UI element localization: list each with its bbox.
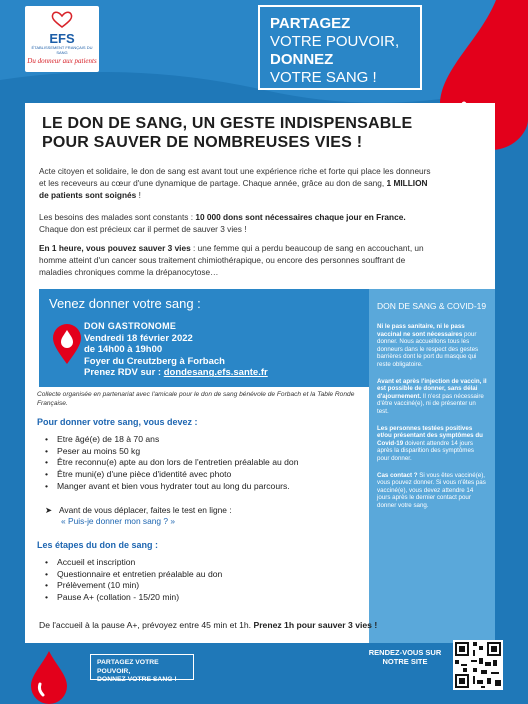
arrow-right-icon: ➤	[45, 505, 53, 515]
conditions-heading: Pour donner votre sang, vous devez :	[37, 417, 198, 427]
logo-script: Du donneur aux patients	[27, 57, 97, 65]
covid-paragraph-2	[377, 378, 488, 416]
list-item: • Prélèvement (10 min)	[45, 580, 222, 592]
intro-p2-end: Chaque don est précieux car il permet de sauver 3 vies !	[39, 224, 247, 235]
steps-list	[45, 557, 222, 604]
intro-paragraph-3	[39, 242, 431, 279]
tagline-box	[258, 5, 422, 90]
list-item: • Manger avant et bien vous hydrater tout au long du parcours.	[45, 481, 298, 493]
covid-p1-bold: Ni le pass sanitaire, ni le pass vaccinal ne sont nécessaires	[377, 323, 465, 338]
qr-code-icon[interactable]	[453, 640, 503, 690]
travel-text: Avant de vous déplacer, faites le test en ligne :	[59, 505, 232, 515]
event-details	[84, 321, 268, 379]
bottom-tagline	[90, 654, 194, 683]
intro-p3-bold: En 1 heure, vous pouvez sauver 3 vies	[39, 243, 191, 253]
covid-heading: DON DE SANG & COVID-19	[377, 301, 487, 311]
steps-heading: Les étapes du don de sang :	[37, 540, 159, 550]
collect-note: Collecte organisée en partenariat avec l'amicale pour le don de sang bénévole de Forbach et la Table Ronde Française.	[37, 391, 355, 407]
intro-p3-text: : une femme qui a perdu beaucoup de sang en accouchant, un homme atteint d'un cancer sous traitement chimiothérapique, ou encore des personnes souffrant de maladies chroniques comme la drépanocytose…	[39, 243, 424, 278]
covid-p2-bold: Avant et après l'injection de vaccin, il est possible de donner, sans délai d'ajournement.	[377, 377, 487, 400]
bottom-tagline-2: DONNEZ VOTRE SANG !	[97, 676, 177, 683]
tagline-line-2: VOTRE POUVOIR,	[270, 33, 400, 50]
covid-paragraph-3	[377, 425, 488, 463]
blood-drop-small-icon	[30, 651, 68, 704]
intro-p2-text: Les besoins des malades sont constants :	[39, 212, 196, 222]
event-block	[39, 289, 369, 387]
duration-text: De l'accueil à la pause A+, prévoyez entre 45 min et 1h.	[39, 620, 254, 630]
list-item: • Questionnaire et entretien préalable au don	[45, 569, 222, 581]
rdv-link[interactable]: dondesang.efs.sante.fr	[163, 367, 268, 379]
event-rdv-label: Prenez RDV sur :	[84, 367, 164, 379]
efs-logo[interactable]	[25, 6, 99, 72]
covid-paragraph-4	[377, 472, 488, 510]
eligibility-test-link[interactable]: « Puis-je donner mon sang ? »	[61, 516, 176, 526]
event-heading: Venez donner votre sang :	[49, 296, 201, 311]
tagline-line-1: PARTAGEZ	[270, 15, 351, 32]
travel-note	[45, 505, 232, 527]
covid-p2-text: Il n'est pas nécessaire d'être vacciné(e), ni de présenter un test.	[377, 392, 484, 415]
efs-heart-icon	[49, 10, 75, 28]
event-place: Foyer du Creutzberg à Forbach	[84, 355, 225, 367]
intro-paragraph-1	[39, 165, 431, 202]
list-item: • Accueil et inscription	[45, 557, 222, 569]
intro-paragraph-2	[39, 211, 431, 235]
intro-p1-end: !	[136, 190, 141, 201]
intro-p1-text: Acte citoyen et solidaire, le don de sang est avant tout une expérience riche et forte qui place les donneurs et les receveurs au cœur d'une dynamique de partage. Chaque année, grâce au don de sang,	[39, 166, 431, 189]
conditions-list	[45, 434, 298, 493]
list-item: • Être reconnu(e) apte au don lors de l'entretien préalable au don	[45, 457, 298, 469]
list-item: • Peser au moins 50 kg	[45, 446, 298, 458]
website-callout: RENDEZ-VOUS SUR NOTRE SITE	[368, 648, 442, 666]
list-item: • Pause A+ (collation - 15/20 min)	[45, 592, 222, 604]
tagline-line-4: VOTRE SANG !	[270, 69, 377, 86]
covid-p3-text: doivent attendre 14 jours après la disparition des symptômes pour donner.	[377, 439, 474, 462]
location-pin-icon	[51, 323, 83, 365]
covid-p4-text: Si vous êtes vacciné(e), vous pouvez donner. Si vous n'êtes pas vacciné(e), vous devez attendre 14 jours après le dernier contact pour donner votre sang.	[377, 471, 486, 509]
duration-bold: Prenez 1h pour sauver 3 vies !	[253, 620, 378, 630]
page-title: LE DON DE SANG, UN GESTE INDISPENSABLE POUR SAUVER DE NOMBREUSES VIES !	[42, 115, 413, 151]
bottom-tagline-1: PARTAGEZ VOTRE POUVOIR,	[97, 659, 159, 675]
event-name: DON GASTRONOME	[84, 321, 177, 331]
event-rdv	[84, 367, 268, 379]
intro-p2-bold: 10 000 dons sont nécessaires chaque jour en France.	[195, 212, 406, 222]
duration-note	[39, 620, 479, 630]
covid-p3-bold: Les personnes testées positives et/ou présentant des symptômes du Covid-19	[377, 424, 483, 447]
covid-paragraph-1	[377, 323, 488, 369]
intro-p1-bold: 1 MILLION de patients sont soignés	[39, 178, 428, 201]
logo-subtitle: ÉTABLISSEMENT FRANÇAIS DU SANG	[31, 45, 93, 55]
event-date: Vendredi 18 février 2022	[84, 332, 193, 344]
event-hours: de 14h00 à 19h00	[84, 344, 163, 356]
logo-acronym: EFS	[49, 31, 75, 46]
covid-panel	[369, 289, 495, 643]
tagline-line-3: DONNEZ	[270, 51, 334, 68]
covid-p1-text: pour donner. Nous accueillons tous les donneurs dans le respect des gestes barrières dont le port du masque qui reste obligatoire.	[377, 330, 479, 368]
covid-p4-bold: Cas contact ?	[377, 471, 418, 479]
list-item: • Etre âgé(e) de 18 à 70 ans	[45, 434, 298, 446]
list-item: • Être muni(e) d'une pièce d'identité avec photo	[45, 469, 298, 481]
main-card	[25, 103, 495, 643]
